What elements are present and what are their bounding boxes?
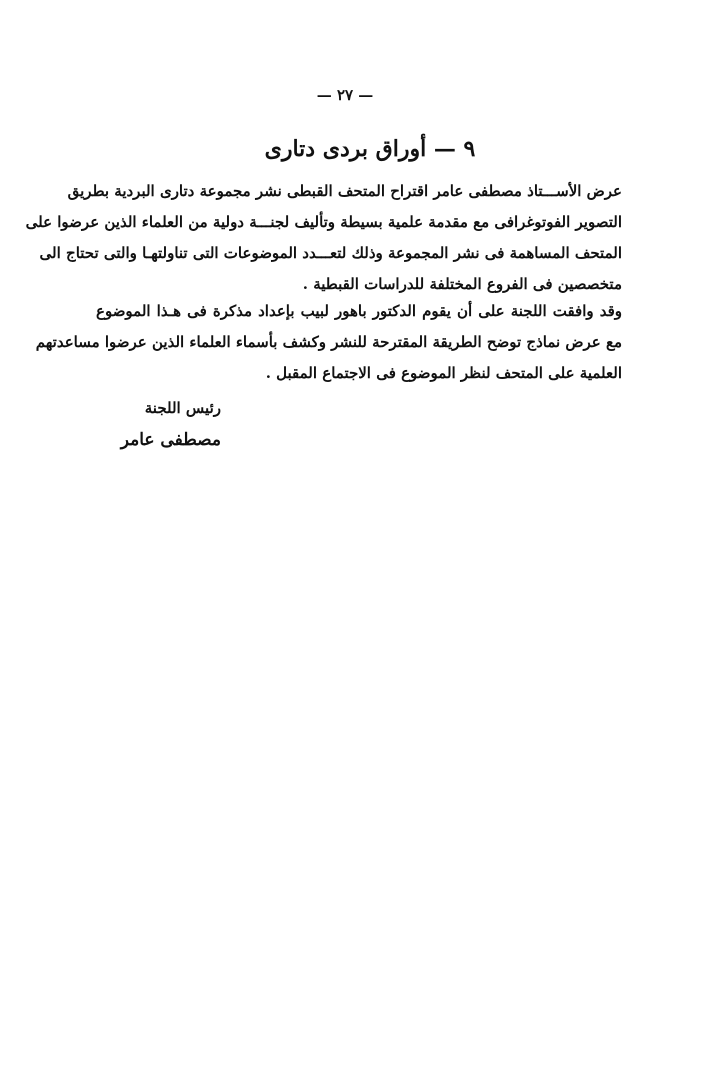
paragraph-line: العلمية على المتحف لنظر الموضوع فى الاجتماع المقبل . <box>265 364 622 382</box>
paragraph-line: مع عرض نماذج توضح الطريقة المقترحة للنشر وكشف بأسماء العلماء الذين عرضوا مساعدتهم <box>35 333 622 351</box>
paragraph-line: المتحف المساهمة فى نشر المجموعة وذلك لتعـــدد الموضوعات التى تناولتهـا والتى تحتاج الى <box>39 244 622 262</box>
signature-role: رئيس اللجنة <box>144 399 221 417</box>
paragraph-line: عرض الأســـتاذ مصطفى عامر اقتراح المتحف القبطى نشر مجموعة دتارى البردية بطريق <box>67 182 622 200</box>
paragraph-proposal <box>25 176 622 300</box>
signature-name: مصطفى عامر <box>120 430 221 450</box>
paragraph-line: متخصصين فى الفروع المختلفة للدراسات القبطية . <box>302 275 622 293</box>
page-number: — ٢٧ — <box>316 86 374 104</box>
section-title: ٩ — أوراق بردى دتارى <box>264 136 476 162</box>
paragraph-decision <box>35 296 622 389</box>
paragraph-line: التصوير الفوتوغرافى مع مقدمة علمية بسيطة وتأليف لجنـــة دولية من العلماء الذين عرضوا على <box>25 213 622 231</box>
paragraph-line: وقد وافقت اللجنة على أن يقوم الدكتور باهور لبيب بإعداد مذكرة فى هـذا الموضوع <box>96 302 622 320</box>
